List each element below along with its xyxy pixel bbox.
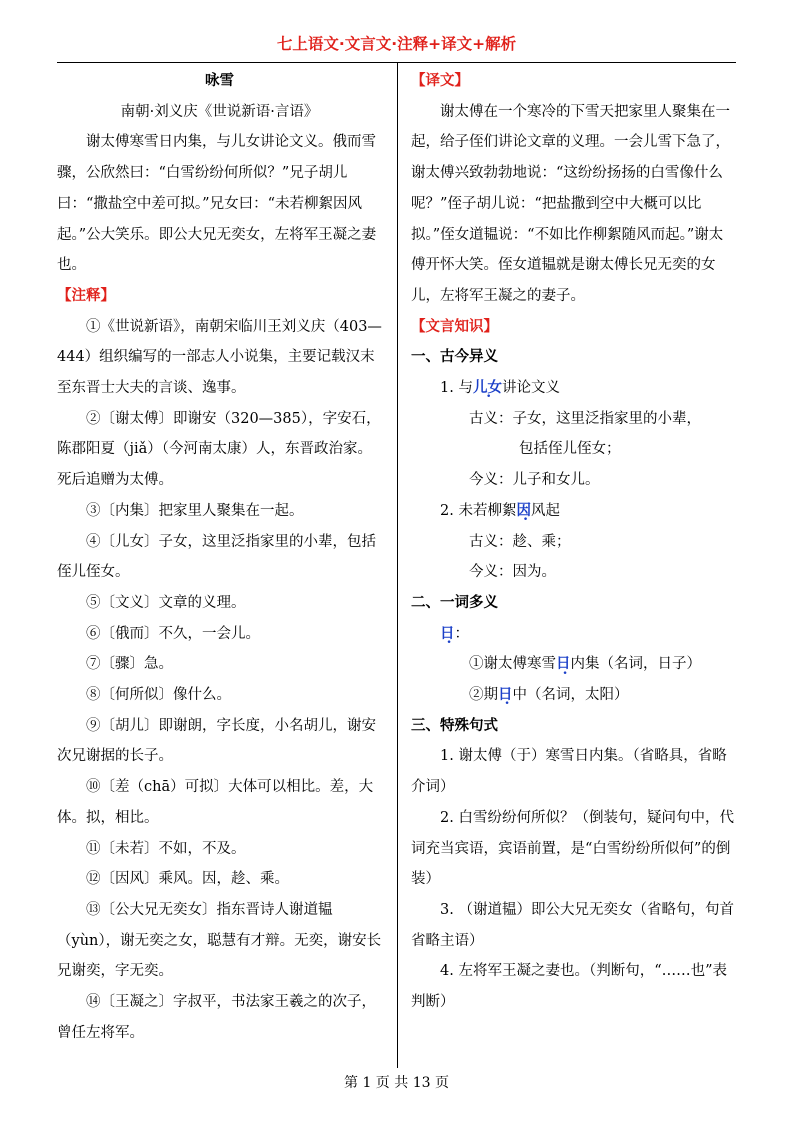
note-item: ⑪〔未若〕不如，不及。	[86, 840, 246, 857]
translation-heading: 【译文】	[411, 73, 469, 89]
knowledge-heading: 【文言知识】	[411, 318, 498, 335]
old-meaning: 古义：趁、乘；	[469, 533, 571, 550]
note-item: ⑬〔公大兄无奕女〕指东晋诗人谢道韫（yùn），谢无奕之女，聪慧有才辩。无奕，谢安长兄谢奕，字无奕。	[57, 901, 382, 980]
note-item: ⑦〔骤〕急。	[86, 656, 173, 673]
old-meaning-cont: 包括侄儿侄女；	[519, 441, 621, 458]
section-heading: 一、古今异义	[411, 349, 498, 366]
column-divider	[397, 63, 398, 1068]
translation-text: 谢太傅在一个寒冷的下雪天把家里人聚集在一起，给子侄们讲论文章的义理。一会儿雪下急了，谢太傅兴致勃勃地说：“这纷纷扬扬的白雪像什么呢？”侄子胡儿说：“把盐撒到空中大概可以比拟。”侄女道韫说：“不如比作柳絮随风而起。”谢太傅开怀大笑。侄女道韫就是谢太傅长兄无奕的女儿，左将军王凝之的妻子。	[411, 103, 730, 304]
page-header: 七上语文·文言文·注释+译文+解析	[276, 35, 517, 53]
note-item: ①《世说新语》，南朝宋临川王刘义庆（403—444）组织编写的一部志人小说集，主要记载汉末至东晋士大夫的言谈、逸事。	[57, 318, 382, 397]
highlighted-word: 日	[440, 624, 455, 642]
note-item: ⑤〔文义〕文章的义理。	[86, 594, 246, 611]
sentence-pattern-item: 3. （谢道韫）即公大兄无奕女（省略句，句首省略主语）	[411, 901, 734, 949]
sentence-pattern-item: 2. 白雪纷纷何所似？（倒装句，疑问句中，代词充当宾语，宾语前置，是“白雪纷纷所似何”的倒装）	[411, 809, 734, 888]
new-meaning: 今义：因为。	[469, 564, 556, 581]
left-column	[57, 66, 382, 1049]
note-item: ⑩〔差（chā）可拟〕大体可以相比。差，大体。拟，相比。	[57, 779, 374, 826]
section-heading: 二、一词多义	[411, 594, 498, 611]
polysemy-example: ①谢太傅寒雪日内集（名词，日子）	[469, 655, 701, 673]
sentence-pattern-item: 1. 谢太傅（于）寒雪日内集。（省略具，省略介词）	[411, 748, 727, 796]
note-item: ③〔内集〕把家里人聚集在一起。	[86, 502, 304, 519]
polysemy-word: 日：	[440, 624, 469, 642]
note-item: ⑥〔俄而〕不久，一会儿。	[86, 625, 260, 642]
notes-heading: 【注释】	[57, 287, 115, 304]
example-sentence: 2. 未若柳絮因风起	[440, 501, 560, 519]
highlighted-word: 日	[498, 686, 513, 704]
highlighted-word: 儿女	[472, 379, 502, 397]
section-heading: 三、特殊句式	[411, 717, 498, 734]
note-item: ⑫〔因风〕乘风。因，趁、乘。	[86, 871, 289, 888]
note-item: ⑨〔胡儿〕即谢朗，字长度，小名胡儿，谢安次兄谢据的长子。	[57, 717, 376, 765]
note-item: ②〔谢太傅〕即谢安（320—385），字安石，陈郡阳夏（jiǎ）（今河南太康）人，东晋政治家。死后追赠为太傅。	[57, 410, 381, 489]
old-meaning: 古义：子女，这里泛指家里的小辈，	[469, 410, 701, 427]
right-column	[411, 66, 736, 1018]
new-meaning: 今义：儿子和女儿。	[469, 472, 600, 489]
sentence-pattern-item: 4. 左将军王凝之妻也。（判断句，“……也”表判断）	[411, 963, 728, 1011]
note-item: ⑧〔何所似〕像什么。	[86, 687, 231, 704]
page-footer: 第 1 页 共 13 页	[344, 1075, 449, 1091]
highlighted-word: 因	[516, 501, 531, 519]
original-text: 谢太傅寒雪日内集，与儿女讲论文义。俄而雪骤，公欣然曰：“白雪纷纷何所似？”兄子胡儿曰：“撒盐空中差可拟。”兄女曰：“未若柳絮因风起。”公大笑乐。即公大兄无奕女，左将军王凝之妻也。	[57, 134, 377, 274]
poem-title: 咏雪	[205, 73, 234, 89]
polysemy-example: ②期日中（名词，太阳）	[469, 686, 629, 704]
note-item: ④〔儿女〕子女，这里泛指家里的小辈，包括侄儿侄女。	[57, 533, 376, 581]
note-item: ⑭〔王凝之〕字叔平，书法家王羲之的次子，曾任左将军。	[57, 994, 376, 1041]
poem-author: 南朝·刘义庆《世说新语·言语》	[120, 103, 319, 120]
example-sentence: 1. 与儿女讲论文义	[440, 379, 560, 397]
highlighted-word: 日	[556, 655, 571, 673]
